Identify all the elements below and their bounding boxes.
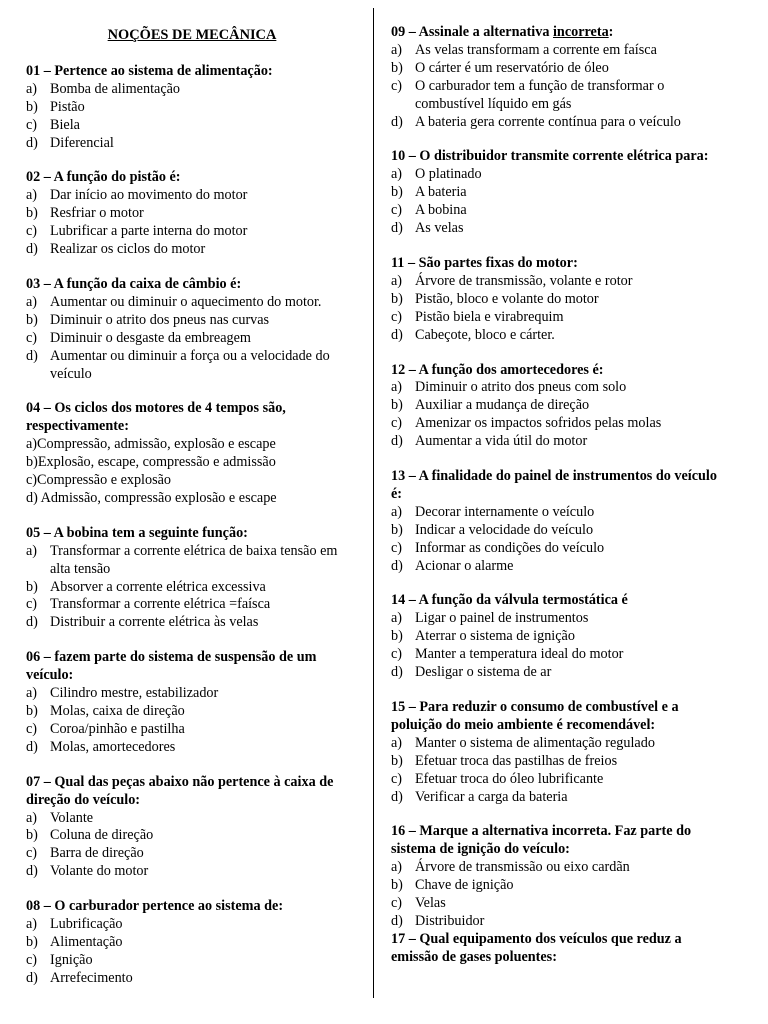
option-d: d) Aumentar a vida útil do motor <box>391 433 588 450</box>
question-stem: 08 – O carburador pertence ao sistema de: <box>26 898 284 915</box>
option-d: d) Diferencial <box>26 134 114 151</box>
option-c: c) Pistão biela e virabrequim <box>391 308 564 325</box>
question-17 <box>391 931 731 967</box>
column-divider <box>373 8 374 998</box>
option-c: c) Barra de direção <box>26 845 144 862</box>
question-stem: 04 – Os ciclos dos motores de 4 tempos são, respectivamente: <box>26 400 286 435</box>
question-07 <box>26 774 358 881</box>
question-02 <box>26 169 358 259</box>
option-c: c) Diminuir o desgaste da embreagem <box>26 329 251 346</box>
question-stem: 07 – Qual das peças abaixo não pertence à caixa de direção do veículo: <box>26 773 334 808</box>
option-c: c) Ignição <box>26 951 93 968</box>
option-d: d) Acionar o alarme <box>391 557 514 574</box>
option-d: d) Verificar a carga da bateria <box>391 788 568 805</box>
option-c: c) Efetuar troca do óleo lubrificante <box>391 770 604 787</box>
option-c: c) Manter a temperatura ideal do motor <box>391 646 624 663</box>
option-c: c) Compressão e explosão <box>26 472 171 489</box>
option-c: c) Velas <box>391 895 446 912</box>
question-08 <box>26 898 358 988</box>
option-b: b) Aterrar o sistema de ignição <box>391 628 575 645</box>
option-a: a) Árvore de transmissão, volante e rotor <box>391 272 633 289</box>
option-a: a) Volante <box>26 809 94 826</box>
option-a: a) Árvore de transmissão ou eixo cardãn <box>391 859 630 876</box>
option-c: c) Biela <box>26 116 80 133</box>
left-column <box>26 24 358 988</box>
option-c: c) Transformar a corrente elétrica =faísca <box>26 596 271 613</box>
question-stem: 02 – A função do pistão é: <box>26 169 181 186</box>
option-a: a) As velas transformam a corrente em faísca <box>391 41 657 58</box>
option-c: c) Coroa/pinhão e pastilha <box>26 720 185 737</box>
option-d: d) Desligar o sistema de ar <box>391 664 552 681</box>
question-03 <box>26 276 358 383</box>
option-a: a) Manter o sistema de alimentação regulado <box>391 734 655 751</box>
page-title: NOÇÕES DE MECÂNICA <box>107 27 277 43</box>
question-stem: 13 – A finalidade do painel de instrumentos do veículo é: <box>391 468 717 502</box>
option-a: a) Transformar a corrente elétrica de baixa tensão em alta tensão <box>26 542 338 577</box>
option-b: b) Diminuir o atrito dos pneus nas curvas <box>26 311 270 328</box>
question-stem: 05 – A bobina tem a seguinte função: <box>26 524 248 541</box>
option-a: a) Decorar internamente o veículo <box>391 503 595 520</box>
option-c: c) Lubrificar a parte interna do motor <box>26 223 248 240</box>
option-b: b) Absorver a corrente elétrica excessiva <box>26 578 266 595</box>
option-b: b) Molas, caixa de direção <box>26 703 185 719</box>
question-01 <box>26 63 358 153</box>
question-13 <box>391 468 731 575</box>
question-14 <box>391 592 731 682</box>
option-a: a) Ligar o painel de instrumentos <box>391 610 589 627</box>
option-b: b) Auxiliar a mudança de direção <box>391 397 590 414</box>
question-12 <box>391 362 731 452</box>
option-d: d) Arrefecimento <box>26 969 133 986</box>
question-stem: 15 – Para reduzir o consumo de combustível e a poluição do meio ambiente é recomendável: <box>391 699 679 733</box>
question-16 <box>391 823 731 930</box>
question-09 <box>391 24 731 131</box>
question-11 <box>391 255 731 345</box>
option-b: b) Alimentação <box>26 933 123 950</box>
question-stem: 17 – Qual equipamento dos veículos que reduz a emissão de gases poluentes: <box>391 930 682 965</box>
option-d: d) Aumentar ou diminuir a força ou a velocidade do veículo <box>26 347 330 382</box>
question-stem: 03 – A função da caixa de câmbio é: <box>26 275 242 292</box>
question-06 <box>26 649 358 756</box>
option-a: a) O platinado <box>391 166 482 183</box>
option-b: b) Pistão, bloco e volante do motor <box>391 290 599 307</box>
option-c: c) Amenizar os impactos sofridos pelas molas <box>391 415 662 432</box>
option-d: d) Admissão, compressão explosão e escape <box>26 489 277 506</box>
option-b: b) O cárter é um reservatório de óleo <box>391 59 609 76</box>
question-15 <box>391 699 731 806</box>
option-b: b) Efetuar troca das pastilhas de freios <box>391 752 618 769</box>
option-d: d) A bateria gera corrente contínua para o veículo <box>391 113 681 130</box>
option-b: b) Chave de ignição <box>391 877 514 894</box>
question-stem: 06 – fazem parte do sistema de suspensão de um veículo: <box>26 649 317 684</box>
option-b: b) Resfriar o motor <box>26 205 144 222</box>
option-a: a) Lubrificação <box>26 916 123 933</box>
question-10 <box>391 148 731 238</box>
option-d: d) As velas <box>391 220 464 237</box>
question-stem: 14 – A função da válvula termostática é <box>391 592 628 609</box>
option-d: d) Realizar os ciclos do motor <box>26 241 206 258</box>
question-stem: 12 – A função dos amortecedores é: <box>391 361 604 378</box>
question-04 <box>26 400 358 507</box>
option-c: c) Informar as condições do veículo <box>391 539 605 556</box>
option-c: c) O carburador tem a função de transformar o combustível líquido em gás <box>391 77 665 112</box>
option-d: d) Distribuidor <box>391 912 485 929</box>
question-stem: 10 – O distribuidor transmite corrente elétrica para: <box>391 148 709 165</box>
option-b: b) Explosão, escape, compressão e admissão <box>26 454 276 471</box>
option-d: d) Volante do motor <box>26 863 149 880</box>
option-b: b) Indicar a velocidade do veículo <box>391 521 594 538</box>
option-b: b) Coluna de direção <box>26 827 154 844</box>
option-a: a) Cilindro mestre, estabilizador <box>26 685 219 702</box>
question-stem: 09 – Assinale a alternativa incorreta: <box>391 24 614 40</box>
option-c: c) A bobina <box>391 202 467 219</box>
option-a: a) Compressão, admissão, explosão e escape <box>26 436 276 453</box>
question-stem: 16 – Marque a alternativa incorreta. Faz parte do sistema de ignição do veículo: <box>391 823 692 858</box>
option-b: b) A bateria <box>391 184 467 201</box>
option-d: d) Distribuir a corrente elétrica às velas <box>26 614 259 631</box>
option-a: a) Diminuir o atrito dos pneus com solo <box>391 379 627 396</box>
option-d: d) Molas, amortecedores <box>26 738 176 755</box>
option-b: b) Pistão <box>26 98 85 115</box>
question-05 <box>26 525 358 632</box>
option-a: a) Aumentar ou diminuir o aquecimento do motor. <box>26 293 322 310</box>
question-stem: 01 – Pertence ao sistema de alimentação: <box>26 62 273 79</box>
option-a: a) Bomba de alimentação <box>26 80 181 97</box>
option-d: d) Cabeçote, bloco e cárter. <box>391 326 555 343</box>
right-column <box>391 24 731 967</box>
option-a: a) Dar início ao movimento do motor <box>26 187 248 204</box>
question-stem: 11 – São partes fixas do motor: <box>391 254 578 271</box>
